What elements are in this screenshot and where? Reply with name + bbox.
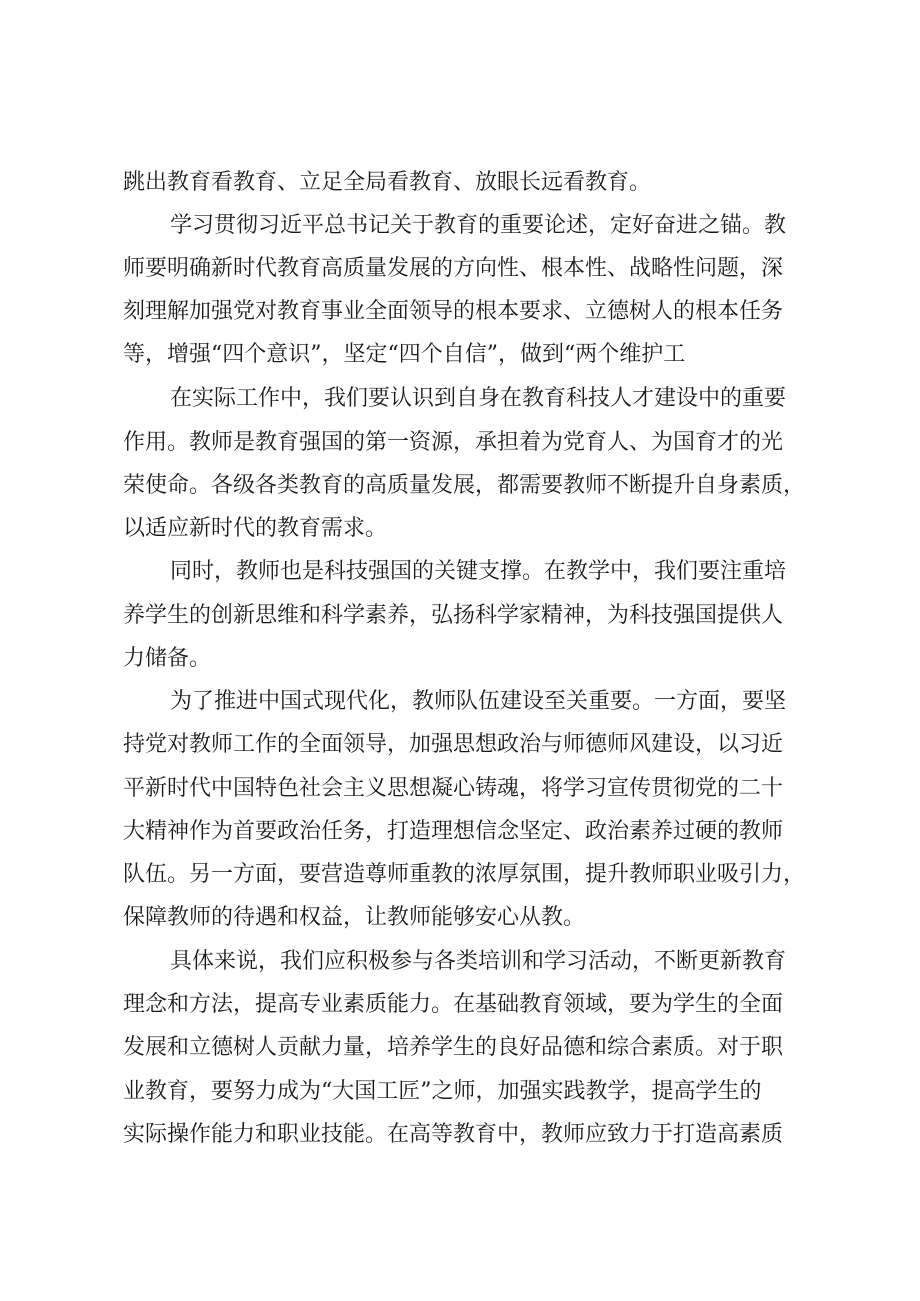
text-line: 大精神作为首要政治任务，打造理想信念坚定、政治素养过硬的教师	[123, 819, 784, 844]
text-line: 持党对教师工作的全面领导，加强思想政治与师德师风建设，以习近	[123, 732, 784, 757]
text-line: 力储备。	[123, 646, 212, 671]
text-line: 同时，教师也是科技强国的关键支撑。在教学中，我们要注重培	[170, 559, 787, 584]
text-line: 保障教师的待遇和权益，让教师能够安心从教。	[123, 905, 586, 930]
text-line: 刻理解加强党对教育事业全面领导的根本要求、立德树人的根本任务	[123, 299, 784, 324]
text-line: 以适应新时代的教育需求。	[123, 516, 388, 541]
text-line: 师要明确新时代教育高质量发展的方向性、根本性、战略性问题，深	[123, 256, 784, 281]
text-line: 队伍。另一方面，要营造尊师重教的浓厚氛围，提升教师职业吸引力，	[123, 862, 806, 887]
text-line: 作用。教师是教育强国的第一资源，承担着为党育人、为国育才的光	[123, 430, 784, 455]
text-line: 学习贯彻习近平总书记关于教育的重要论述，定好奋进之锚。教	[170, 213, 787, 238]
text-line: 等，增强“四个意识”，坚定“四个自信”，做到“两个维护工	[123, 342, 686, 367]
text-line: 业教育，要努力成为“大国工匠”之师，加强实践教学，提高学生的	[123, 1079, 762, 1104]
text-line: 具体来说，我们应积极参与各类培训和学习活动，不断更新教育	[170, 949, 787, 974]
text-line: 在实际工作中，我们要认识到自身在教育科技人才建设中的重要	[170, 386, 787, 411]
text-line: 实际操作能力和职业技能。在高等教育中，教师应致力于打造高素质	[123, 1122, 784, 1147]
text-line: 为了推进中国式现代化，教师队伍建设至关重要。一方面，要坚	[170, 689, 787, 714]
text-line: 养学生的创新思维和科学素养，弘扬科学家精神，为科技强国提供人	[123, 603, 784, 628]
text-line: 发展和立德树人贡献力量，培养学生的良好品德和综合素质。对于职	[123, 1035, 784, 1060]
text-line: 平新时代中国特色社会主义思想凝心铸魂，将学习宣传贯彻党的二十	[123, 776, 784, 801]
text-line: 跳出教育看教育、立足全局看教育、放眼长远看教育。	[123, 170, 652, 195]
text-line: 理念和方法，提高专业素质能力。在基础教育领域，要为学生的全面	[123, 992, 784, 1017]
text-line: 荣使命。各级各类教育的高质量发展，都需要教师不断提升自身素质，	[123, 473, 806, 498]
